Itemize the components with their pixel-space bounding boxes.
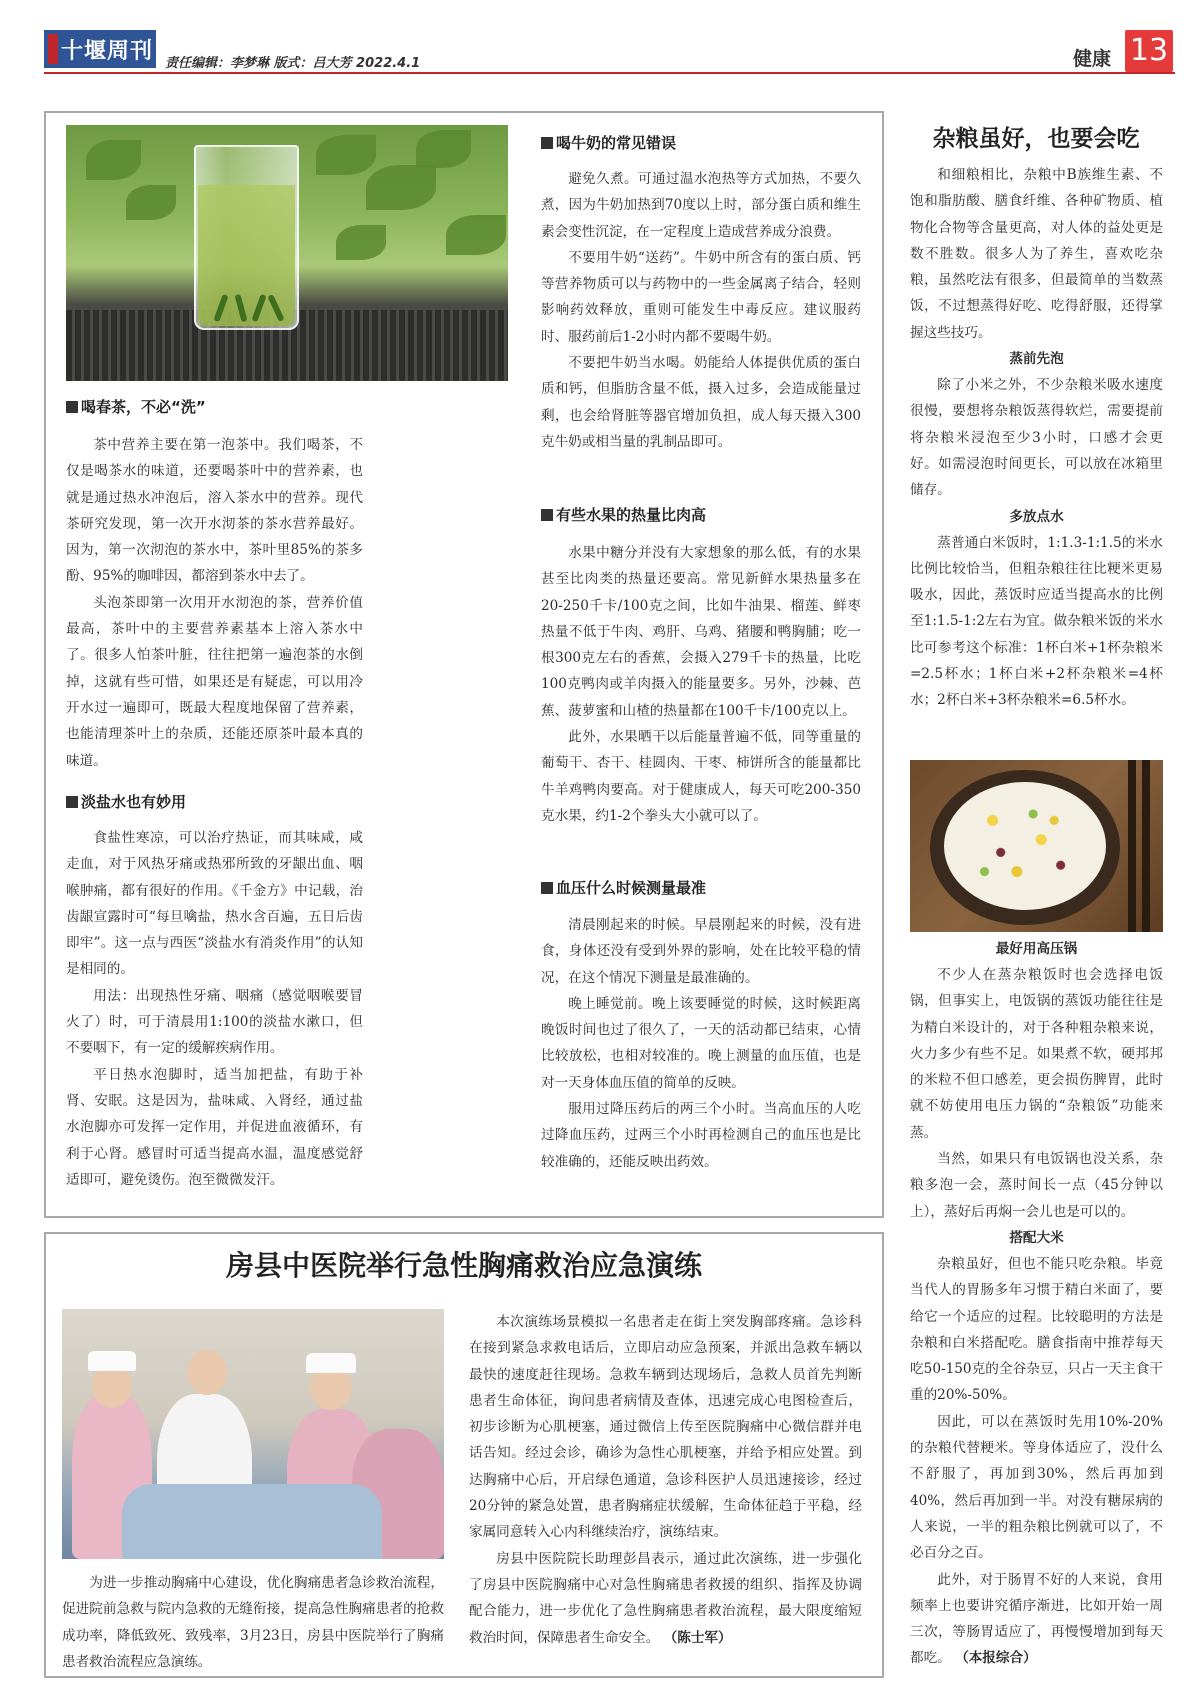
- hospital-headline: 房县中医院举行急性胸痛救治应急演练: [225, 1249, 702, 1282]
- hospital-lead-paragraph: [62, 1570, 444, 1675]
- tea-article: [66, 432, 363, 774]
- grains-mix-text-2: 因此，可以在蒸饭时先用10%-20%的杂粮代替粳米。等身体适应了，没什么不舒服了，再加到30%，然后再加到40%，然后再加到一半。对没有糖尿病的人来说，一半的粗杂粮比例就可以了，不必百分之百。: [910, 1413, 1163, 1562]
- bp-paragraph-3: 服用过降压药后的两三个小时。当高血压的人吃过降血压药，过两三个小时再检测自己的血压也是比较准确的，还能反映出药效。: [541, 1101, 861, 1170]
- section-name: 健康: [1073, 48, 1112, 70]
- fruit-paragraph-2: 此外，水果晒干以后能量普遍不低，同等重量的葡萄干、杏干、桂圆肉、干枣、柿饼所含的能量都比牛羊鸡鸭肉要高。对于健康成人，每天可吃200-350克水果，约1-2个拳头大小就可以了。: [541, 729, 861, 824]
- salt-paragraph-2: 用法：出现热性牙痛、咽痛（感觉咽喉要冒火了）时，可于清晨用1:100的淡盐水漱口，但不要咽下，有一定的缓解疾病作用。: [66, 987, 363, 1057]
- salt-water-article: [66, 825, 363, 1193]
- fruit-article: [541, 540, 861, 829]
- page-number: 13: [1125, 30, 1173, 72]
- blood-pressure-heading: 血压什么时候测量最准: [541, 878, 706, 898]
- tea-paragraph-1: 茶中营养主要在第一泡茶中。我们喝茶，不仅是喝茶水的味道，还要喝茶叶中的营养素，也就是通过热水冲泡后，溶入茶水中的营养。现代茶研究发现，第一次开水沏茶的茶水营养最好。因为，第一次沏泡的茶水中，茶叶里85%的茶多酚、95%的咖啡因，都溶到茶水中去了。: [66, 437, 363, 585]
- milk-heading: 喝牛奶的常见错误: [541, 133, 676, 153]
- masthead-title: 十堰周刊: [61, 38, 154, 64]
- milk-article: [541, 166, 861, 455]
- grains-subheading-pressure-cooker: 最好用高压锅: [995, 941, 1078, 957]
- tea-heading: 喝春茶，不必“洗”: [66, 397, 206, 417]
- bp-paragraph-2: 晚上睡觉前。晚上该要睡觉的时候，这时候距离晚饭时间也过了很久了，一天的活动都已结束，心情比较放松，也相对较准的。晚上测量的血压值，也是对一天身体血压值的简单的反映。: [541, 995, 861, 1091]
- hospital-lead-text: 为进一步推动胸痛中心建设，优化胸痛患者急诊救治流程，促进院前急救与院内急救的无缝衔接，提高急性胸痛患者的抢救成功率，降低致死、致残率，3月23日，房县中医院举行了胸痛患者救治流程应急演练。: [62, 1575, 444, 1670]
- header-divider: [44, 72, 1175, 74]
- grains-subheading-soak: 蒸前先泡: [1009, 351, 1064, 368]
- editor-credits: 责任编辑：李梦琳 版式：吕大芳 2022.4.1: [165, 56, 421, 71]
- masthead-red-block: [48, 34, 58, 64]
- grains-soak-text: 除了小米之外，不少杂粮米吸水速度很慢，要想将杂粮饭蒸得软烂，需要提前将杂粮米浸泡至少3小时，口感才会更好。如需浸泡时间更长，可以放在冰箱里储存。: [910, 377, 1163, 499]
- grains-intro: 和细粮相比，杂粮中B族维生素、不饱和脂肪酸、膳食纤维、各种矿物质、植物化合物等含量更高，对人体的益处更是数不胜数。很多人为了养生，喜欢吃杂粮，虽然吃法有很多，但最简单的当数蒸饭，不过想蒸得好吃、吃得舒服，还得掌握这些技巧。: [910, 167, 1163, 341]
- hospital-article: [469, 1309, 862, 1651]
- hospital-paragraph-1: 本次演练场景模拟一名患者走在街上突发胸部疼痛。急诊科在接到紧急求救电话后，立即启动应急预案，并派出急救车辆以最快的速度赶往现场。急救车辆到达现场后，急救人员首先判断患者生命体征，询问患者病情及查体，迅速完成心电图检查后，初步诊断为心肌梗塞，通过微信上传至医院胸痛中心微信群并电话告知。经过会诊，确诊为急性心肌梗塞，并给予相应处置。到达胸痛中心后，开启绿色通道，急诊科医护人员迅速接诊，经过20分钟的紧急处置，患者胸痛症状缓解，生命体征趋于平稳，经家属同意转入心内科继续治疗，演练结束。: [469, 1314, 862, 1541]
- bp-paragraph-1: 清晨刚起来的时候。早晨刚起来的时候，没有进食，身体还没有受到外界的影响，处在比较平稳的情况，在这个情况下测量是最准确的。: [541, 917, 861, 986]
- grains-headline: 杂粮虽好，也要会吃: [932, 125, 1140, 152]
- grains-pressure-text-2: 当然，如果只有电饭锅也没关系，杂粮多泡一会，蒸时间长一点（45分钟以上），蒸好后再焖一会儿也是可以的。: [910, 1151, 1163, 1220]
- grains-water-text: 蒸普通白米饭时，1:1.3-1:1.5的米水比例比较恰当，但粗杂粮往往比粳米更易吸水，因此，蒸饭时应适当提高水的比例至1:1.5-1:2左右为宜。做杂粮米饭的米水比可参考这个标准：1杯白米+1杯杂粮米=2.5杯水；1杯白米+2杯杂粮米=4杯水；2杯白米+3杯杂粮米=6.5杯水。: [910, 534, 1163, 709]
- grain-rice-bowl-photo: [910, 760, 1163, 932]
- grains-article-continued: [910, 936, 1163, 1672]
- milk-paragraph-2: 不要用牛奶“送药”。牛奶中所含有的蛋白质、钙等营养物质可以与药物中的一些金属离子结合，轻则影响药效释放，重则可能发生中毒反应。建议服药时、服药前后1-2小时内都不要喝牛奶。: [541, 249, 861, 345]
- grains-subheading-mix-rice: 搭配大米: [1009, 1229, 1064, 1246]
- blood-pressure-article: [541, 912, 861, 1175]
- masthead-logo: [44, 30, 156, 68]
- salt-paragraph-3: 平日热水泡脚时，适当加把盐，有助于补肾、安眠。这是因为，盐味咸、入肾经，通过盐水泡脚亦可发挥一定作用，并促进血液循环，有利于心肾。感冒时可适当提高水温，温度感觉舒适即可，避免烫伤。泡至微微发汗。: [66, 1066, 363, 1188]
- tea-glass-photo: [66, 125, 508, 381]
- grains-author: （本报综合）: [955, 1650, 1037, 1667]
- fruit-paragraph-1: 水果中糖分并没有大家想象的那么低，有的水果甚至比肉类的热量还要高。常见新鲜水果热量多在20-250千卡/100克之间，比如牛油果、榴莲、鲜枣热量不低于牛肉、鸡肝、乌鸡、猪腰和鸭胸脯；吃一根300克左右的香蕉，会摄入279千卡的热量，比吃100克鸭肉或羊肉摄入的能量要多。另外，沙棘、芭蕉、菠萝蜜和山楂的热量都在100千卡/100克以上。: [541, 545, 861, 719]
- tea-paragraph-2: 头泡茶即第一次用开水沏泡的茶，营养价值最高，茶叶中的主要营养素基本上溶入茶水中了。很多人怕茶叶脏，往往把第一遍泡茶的水倒掉，这就有些可惜，如果还是有疑虑，可以用冷开水过一遍即可，既最大程度地保留了营养素，也能清理茶叶上的杂质，还能还原茶叶最本真的味道。: [66, 594, 363, 769]
- milk-paragraph-1: 避免久煮。可通过温水泡热等方式加热，不要久煮，因为牛奶加热到70度以上时，部分蛋白质和维生素会变性沉淀，在一定程度上造成营养成分浪费。: [541, 171, 861, 240]
- grains-mix-text-1: 杂粮虽好，但也不能只吃杂粮。毕竟当代人的胃肠多年习惯于精白米面了，要给它一个适应的过程。比较聪明的方法是杂粮和白米搭配吃。膳食指南中推荐每天吃50-150克的全谷杂豆，只占一天主食干重的20%-50%。: [910, 1255, 1163, 1404]
- grains-pressure-text-1: 不少人在蒸杂粮饭时也会选择电饭锅，但事实上，电饭锅的蒸饭功能往往是为精白米设计的，对于各种粗杂粮来说，火力多少有些不足。如果煮不软，硬邦邦的米粒不但口感差，更会损伤脾胃，此时就不妨使用电压力锅的“杂粮饭”功能来蒸。: [910, 967, 1163, 1141]
- hospital-paragraph-2: 房县中医院院长助理彭昌表示，通过此次演练，进一步强化了房县中医院胸痛中心对急性胸痛患者救援的组织、指挥及协调配合能力，进一步优化了急性胸痛患者救治流程，最大限度缩短救治时间，保障患者生命安全。 （陈士军）: [469, 1550, 862, 1646]
- hospital-author: （陈士军）: [663, 1629, 732, 1646]
- fruit-heading: 有些水果的热量比肉高: [541, 505, 706, 525]
- salt-water-heading: 淡盐水也有妙用: [66, 792, 186, 812]
- grains-article: [910, 162, 1163, 714]
- hospital-drill-photo: [62, 1309, 444, 1559]
- milk-paragraph-3: 不要把牛奶当水喝。奶能给人体提供优质的蛋白质和钙，但脂肪含量不低，摄入过多，会造成能量过剩，也会给肾脏等器官增加负担，成人每天摄入300克牛奶或相当量的乳制品即可。: [541, 355, 861, 450]
- grains-mix-text-3: 此外，对于肠胃不好的人来说，食用频率上也要讲究循序渐进，比如开始一周三次，等肠胃适应了，再慢慢增加到每天都吃。 （本报综合）: [910, 1571, 1163, 1667]
- grains-subheading-water: 多放点水: [1009, 508, 1064, 525]
- salt-paragraph-1: 食盐性寒凉，可以治疗热证，而其味咸，咸走血，对于风热牙痛或热邪所致的牙龈出血、咽喉肿痛，都有很好的作用。《千金方》中记载，治齿龈宣露时可“每旦噙盐，热水含百遍，五日后齿即牢”。这一点与西医“淡盐水有消炎作用”的认知是相同的。: [66, 830, 363, 978]
